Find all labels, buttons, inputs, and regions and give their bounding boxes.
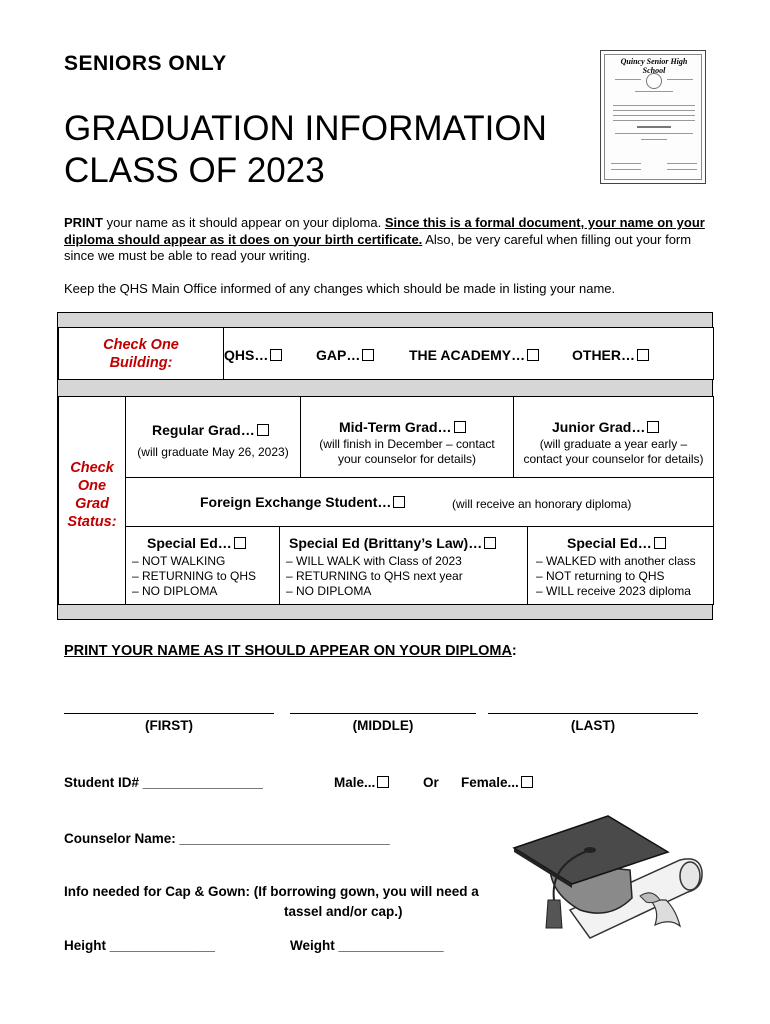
- status-form-table: [57, 312, 713, 620]
- page-title: [64, 108, 547, 192]
- regular-grad-checkbox[interactable]: [257, 424, 269, 436]
- midterm-grad-cell: [300, 396, 514, 478]
- height-field[interactable]: Height ______________: [64, 938, 215, 953]
- female-option[interactable]: Female...: [461, 775, 533, 790]
- first-name-line[interactable]: [64, 713, 274, 714]
- midterm-grad-option[interactable]: Mid-Term Grad…: [339, 419, 466, 435]
- building-option-academy[interactable]: THE ACADEMY…: [409, 347, 539, 363]
- counselor-name-field[interactable]: Counselor Name: ____________________________: [64, 831, 390, 846]
- special-ed-3-list: – WALKED with another class – NOT returning to QHS – WILL receive 2023 diploma: [536, 554, 696, 598]
- middle-name-line[interactable]: [290, 713, 476, 714]
- junior-grad-cell: [513, 396, 714, 478]
- diploma-illustration: [600, 50, 706, 184]
- cap-gown-info-2: tassel and/or cap.): [284, 904, 403, 919]
- female-checkbox[interactable]: [521, 776, 533, 788]
- midterm-grad-checkbox[interactable]: [454, 421, 466, 433]
- grad-label-line: Status:: [67, 514, 117, 530]
- special-ed-3-option[interactable]: Special Ed…: [567, 535, 666, 551]
- building-label-cell: [58, 327, 224, 380]
- junior-grad-option[interactable]: Junior Grad…: [552, 419, 659, 435]
- special-ed-2-option[interactable]: Special Ed (Brittany’s Law)…: [289, 535, 496, 551]
- special-ed-1-option[interactable]: Special Ed…: [147, 535, 246, 551]
- middle-name-label: (MIDDLE): [352, 718, 414, 733]
- building-label-line-2: Building:: [109, 355, 173, 371]
- grad-status-label-cell: [58, 396, 126, 605]
- foreign-exchange-option[interactable]: Foreign Exchange Student…: [200, 494, 405, 510]
- office-note: Keep the QHS Main Office informed of any changes which should be made in listing your name.: [64, 281, 616, 296]
- junior-grad-note: (will graduate a year early – contact your counselor for details): [523, 437, 704, 466]
- foreign-exchange-checkbox[interactable]: [393, 496, 405, 508]
- cap-gown-info: Info needed for Cap & Gown: (If borrowing gown, you will need a: [64, 884, 479, 899]
- gap-checkbox[interactable]: [362, 349, 374, 361]
- special-ed-2-cell: [279, 526, 528, 605]
- diploma-school-name: Quincy Senior High School: [620, 57, 688, 75]
- student-id-field[interactable]: Student ID# ________________: [64, 775, 263, 790]
- junior-grad-checkbox[interactable]: [647, 421, 659, 433]
- male-option[interactable]: Male...: [334, 775, 389, 790]
- other-checkbox[interactable]: [637, 349, 649, 361]
- building-option-other[interactable]: OTHER…: [572, 347, 649, 363]
- regular-grad-option[interactable]: Regular Grad…: [152, 422, 269, 438]
- building-option-gap[interactable]: GAP…: [316, 347, 374, 363]
- graduation-cap-icon: [510, 800, 710, 950]
- qhs-checkbox[interactable]: [270, 349, 282, 361]
- grad-label-line: Check: [70, 460, 114, 476]
- last-name-label: (LAST): [570, 718, 616, 733]
- building-options-cell: [223, 327, 714, 380]
- special-ed-1-cell: [125, 526, 280, 605]
- title-line-1: GRADUATION INFORMATION: [64, 109, 547, 148]
- regular-grad-cell: [125, 396, 301, 478]
- special-ed-1-list: – NOT WALKING – RETURNING to QHS – NO DIPLOMA: [132, 554, 257, 598]
- special-ed-3-checkbox[interactable]: [654, 537, 666, 549]
- intro-text-1: your name as it should appear on your diploma.: [103, 215, 385, 230]
- formal-document-note: Since this is a formal document, your name on your diploma should appear as it does on your birth certificate.: [64, 215, 705, 247]
- intro-text-2: Also, be very careful when filling out your form since we must be able to read your writing.: [64, 231, 692, 263]
- building-option-qhs[interactable]: QHS…: [224, 347, 282, 363]
- regular-grad-note: (will graduate May 26, 2023): [137, 445, 289, 459]
- seniors-only-heading: SENIORS ONLY: [64, 52, 227, 75]
- first-name-label: (FIRST): [145, 718, 193, 733]
- last-name-line[interactable]: [488, 713, 698, 714]
- building-label-line-1: Check One: [103, 337, 179, 353]
- grad-label-line: One: [77, 478, 107, 494]
- foreign-exchange-note: (will receive an honorary diploma): [452, 497, 632, 511]
- male-checkbox[interactable]: [377, 776, 389, 788]
- foreign-exchange-cell: [125, 477, 714, 527]
- midterm-grad-note: (will finish in December – contact your counselor for details): [319, 437, 495, 466]
- or-text: Or: [423, 775, 439, 790]
- academy-checkbox[interactable]: [527, 349, 539, 361]
- title-line-2: CLASS OF 2023: [64, 151, 325, 190]
- weight-field[interactable]: Weight ______________: [290, 938, 444, 953]
- name-heading: PRINT YOUR NAME AS IT SHOULD APPEAR ON YOUR DIPLOMA:: [64, 643, 517, 659]
- special-ed-2-checkbox[interactable]: [484, 537, 496, 549]
- print-word: PRINT: [64, 215, 103, 230]
- grad-label-line: Grad: [75, 496, 109, 512]
- special-ed-2-list: – WILL WALK with Class of 2023 – RETURNING to QHS next year – NO DIPLOMA: [286, 554, 463, 598]
- special-ed-1-checkbox[interactable]: [234, 537, 246, 549]
- intro-paragraph: [64, 215, 714, 265]
- special-ed-3-cell: [527, 526, 714, 605]
